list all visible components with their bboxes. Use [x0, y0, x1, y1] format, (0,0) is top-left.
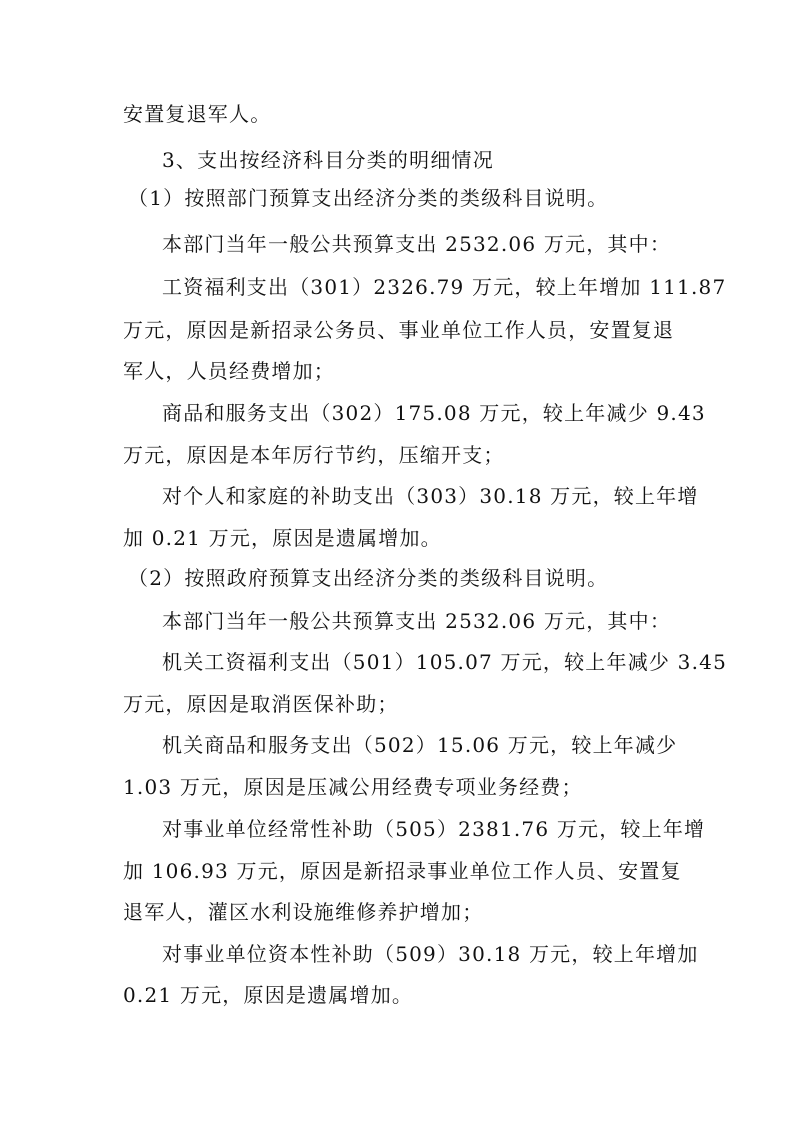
paragraph-line: 商品和服务支出（302）175.08 万元，较上年减少 9.43: [162, 401, 706, 425]
paragraph-line: 加 106.93 万元，原因是新招录事业单位工作人员、安置复: [123, 859, 682, 883]
paragraph-line: 本部门当年一般公共预算支出 2532.06 万元，其中：: [162, 232, 672, 256]
paragraph-line: 对个人和家庭的补助支出（303）30.18 万元，较上年增: [162, 484, 699, 508]
section-heading: 3、支出按经济科目分类的明细情况: [162, 148, 494, 172]
paragraph-line: 对事业单位经常性补助（505）2381.76 万元，较上年增: [162, 817, 706, 841]
paragraph-line: 机关商品和服务支出（502）15.06 万元，较上年减少: [162, 733, 678, 757]
paragraph-line: 本部门当年一般公共预算支出 2532.06 万元，其中：: [162, 609, 672, 633]
paragraph-line: 万元，原因是新招录公务员、事业单位工作人员，安置复退: [123, 318, 675, 342]
paragraph-line: 安置复退军人。: [123, 102, 272, 126]
paragraph-line: 加 0.21 万元，原因是遗属增加。: [123, 526, 442, 550]
paragraph-line: 1.03 万元，原因是压减公用经费专项业务经费；: [123, 775, 583, 799]
paragraph-line: 万元，原因是取消医保补助；: [123, 692, 399, 716]
paragraph-line: 军人，人员经费增加；: [123, 359, 335, 383]
paragraph-line: 对事业单位资本性补助（509）30.18 万元，较上年增加: [162, 942, 699, 966]
paragraph-line: 机关工资福利支出（501）105.07 万元，较上年减少 3.45: [162, 650, 727, 674]
subsection-heading: （1）按照部门预算支出经济分类的类级科目说明。: [128, 186, 609, 210]
paragraph-line: 万元，原因是本年厉行节约，压缩开支；: [123, 443, 505, 467]
paragraph-line: 工资福利支出（301）2326.79 万元，较上年增加 111.87: [162, 275, 727, 299]
subsection-heading: （2）按照政府预算支出经济分类的类级科目说明。: [128, 566, 609, 590]
paragraph-line: 退军人，灌区水利设施维修养护增加；: [123, 900, 484, 924]
paragraph-line: 0.21 万元，原因是遗属增加。: [123, 983, 414, 1007]
